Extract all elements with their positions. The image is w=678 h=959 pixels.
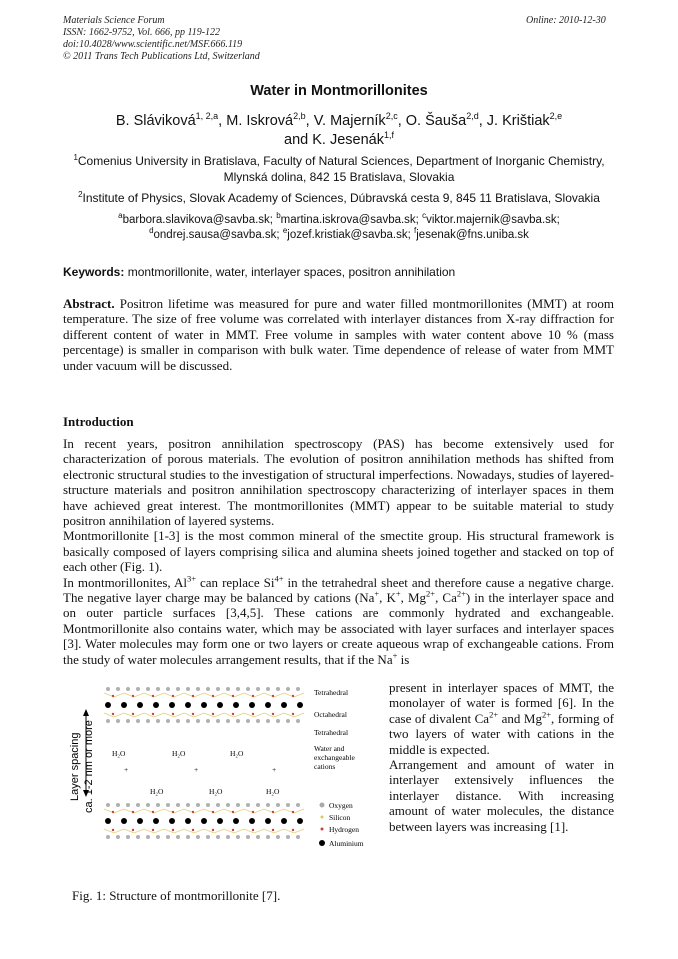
oxygen-atom xyxy=(296,803,300,807)
svg-text:+: + xyxy=(272,765,277,774)
aluminium-atom xyxy=(169,702,175,708)
hydrogen-atom xyxy=(132,829,134,831)
hydrogen-atom xyxy=(152,695,154,697)
oxygen-atom xyxy=(246,835,250,839)
svg-text:+: + xyxy=(194,765,199,774)
oxygen-atom xyxy=(146,803,150,807)
oxygen-atom xyxy=(126,835,130,839)
oxygen-atom xyxy=(196,835,200,839)
oxygen-atom xyxy=(276,719,280,723)
online-date: Online: 2010-12-30 xyxy=(526,15,606,26)
label-tetrahedral: Tetrahedral xyxy=(314,728,349,737)
aluminium-atom xyxy=(137,818,143,824)
aluminium-atom xyxy=(281,818,287,824)
oxygen-atom xyxy=(286,803,290,807)
oxygen-atom xyxy=(186,687,190,691)
abstract xyxy=(63,296,614,373)
oxygen-atom xyxy=(196,719,200,723)
oxygen-atom xyxy=(176,835,180,839)
oxygen-icon xyxy=(320,803,325,808)
email-link[interactable]: martina.iskrova@savba.sk; xyxy=(280,214,419,226)
oxygen-atom xyxy=(146,719,150,723)
oxygen-atom xyxy=(106,719,110,723)
oxygen-atom xyxy=(176,719,180,723)
oxygen-atom xyxy=(236,803,240,807)
hydrogen-atom xyxy=(152,713,154,715)
aluminium-atom xyxy=(153,702,159,708)
mineral-layers xyxy=(104,687,304,839)
paragraph: In recent years, positron annihilation spectroscopy (PAS) has become extensively used for characterization of porous materials. The evolution of positron annihilation methods has shifted from electronic structural studies to the investigation of structural imperfections. Nowadays, studies of layered-structure materials and positron annihilation spectroscopy characterizing of interlayer spaces in them have achieved great interest. The montmorillonites (MMT) appear to be suitable material to study positron annihilation of layered systems. xyxy=(63,436,614,529)
affiliation-2: $^2$Institute of Physics, Slovak Academy of Sciences, Dúbravská cesta 9, 845 11 Bratislava, Slovakia xyxy=(78,190,600,205)
svg-text:H₂O: H₂O xyxy=(230,749,244,758)
oxygen-atom xyxy=(276,803,280,807)
oxygen-atom xyxy=(296,719,300,723)
abstract-label: Abstract. xyxy=(63,296,115,311)
aluminium-atom xyxy=(249,702,255,708)
aluminium-atom xyxy=(249,818,255,824)
copyright: © 2011 Trans Tech Publications Ltd, Switzerland xyxy=(63,51,260,62)
oxygen-atom xyxy=(276,687,280,691)
paragraph: present in interlayer spaces of MMT, the monolayer of water is formed [6]. In the case of divalent $Ca^{2+}$ and $Mg^{2+}$, forming of two layers of water with cations in the middle is expected. xyxy=(389,680,614,757)
hydrogen-atom xyxy=(192,713,194,715)
aluminium-atom xyxy=(169,818,175,824)
hydrogen-atom xyxy=(272,695,274,697)
hydrogen-atom xyxy=(152,811,154,813)
hydrogen-atom xyxy=(192,695,194,697)
hydrogen-icon xyxy=(321,828,324,831)
hydrogen-atom xyxy=(272,713,274,715)
aluminium-atom xyxy=(153,818,159,824)
oxygen-atom xyxy=(156,835,160,839)
oxygen-atom xyxy=(226,719,230,723)
author: K. Jesenák xyxy=(312,132,384,148)
oxygen-atom xyxy=(216,687,220,691)
svg-text:Silicon: Silicon xyxy=(329,813,351,822)
oxygen-atom xyxy=(226,687,230,691)
oxygen-atom xyxy=(166,835,170,839)
aluminium-atom xyxy=(185,818,191,824)
axis-label: Layer spacing xyxy=(69,732,81,801)
hydrogen-atom xyxy=(132,695,134,697)
hydrogen-atom xyxy=(112,829,114,831)
oxygen-atom xyxy=(106,687,110,691)
figure-montmorillonite-structure xyxy=(64,683,376,863)
water-labels xyxy=(112,749,280,796)
author: M. Iskrová xyxy=(226,113,294,129)
oxygen-atom xyxy=(176,803,180,807)
hydrogen-atom xyxy=(252,695,254,697)
hydrogen-atom xyxy=(152,829,154,831)
aluminium-atom xyxy=(137,702,143,708)
oxygen-atom xyxy=(246,687,250,691)
author: O. Šauša xyxy=(405,113,467,129)
oxygen-atom xyxy=(166,687,170,691)
wrapped-text-column xyxy=(389,680,614,834)
aluminium-atom xyxy=(185,702,191,708)
oxygen-atom xyxy=(136,803,140,807)
hydrogen-atom xyxy=(212,811,214,813)
oxygen-atom xyxy=(176,687,180,691)
aluminium-atom xyxy=(265,702,271,708)
oxygen-atom xyxy=(266,835,270,839)
label-water: Water and xyxy=(314,744,345,753)
oxygen-atom xyxy=(106,803,110,807)
keywords-text: montmorillonite, water, interlayer spaces, positron annihilation xyxy=(127,265,456,279)
aluminium-atom xyxy=(121,702,127,708)
svg-text:H₂O: H₂O xyxy=(209,787,223,796)
oxygen-atom xyxy=(256,835,260,839)
oxygen-atom xyxy=(186,803,190,807)
oxygen-atom xyxy=(286,835,290,839)
hydrogen-atom xyxy=(132,811,134,813)
hydrogen-atom xyxy=(292,811,294,813)
hydrogen-atom xyxy=(272,811,274,813)
svg-text:H₂O: H₂O xyxy=(172,749,186,758)
paragraph: In montmorillonites, $Al^{3+}$ can replace $Si^{4+}$ in the tetrahedral sheet and therefore cause a negative charge. The negative layer charge may be balanced by cations (Na+, K+, $Mg^{2+}$, $Ca^{2+}$) in the interlayer space and on outer particle surfaces [3,4,5]. These cations are commonly hydrated and exchangeable. Montmorillonite also contains water, which may be associated with layer surfaces and interlayer spaces [3]. Water molecules may form one or two layers or create aqueous wrap of exchangeable cations. From the study of water molecules arrangement results, that if the Na+ is xyxy=(63,573,614,667)
hydrogen-atom xyxy=(192,811,194,813)
author: V. Majerník xyxy=(313,113,386,129)
oxygen-atom xyxy=(226,803,230,807)
hydrogen-atom xyxy=(212,695,214,697)
hydrogen-atom xyxy=(232,713,234,715)
hydrogen-atom xyxy=(172,695,174,697)
oxygen-atom xyxy=(156,719,160,723)
svg-text:+: + xyxy=(124,765,129,774)
oxygen-atom xyxy=(186,719,190,723)
aluminium-atom xyxy=(105,702,111,708)
hydrogen-atom xyxy=(132,713,134,715)
aluminium-atom xyxy=(281,702,287,708)
aluminium-atom xyxy=(217,702,223,708)
oxygen-atom xyxy=(166,719,170,723)
oxygen-atom xyxy=(236,835,240,839)
hydrogen-atom xyxy=(292,695,294,697)
author: J. Krištiak xyxy=(486,113,550,129)
oxygen-atom xyxy=(146,835,150,839)
hydrogen-atom xyxy=(252,829,254,831)
oxygen-atom xyxy=(156,803,160,807)
oxygen-atom xyxy=(286,719,290,723)
hydrogen-atom xyxy=(172,811,174,813)
journal-name: Materials Science Forum xyxy=(63,15,165,26)
oxygen-atom xyxy=(256,687,260,691)
oxygen-atom xyxy=(106,835,110,839)
hydrogen-atom xyxy=(172,829,174,831)
aluminium-atom xyxy=(105,818,111,824)
email-list: $^a$barbora.slavikova@savba.sk; $^b$martina.iskrova@savba.sk; $^c$viktor.majernik@savba.sk; $^d$ondrej.sausa@savba.sk; $^e$jozef.kristiak@savba.sk; $^f$jesenak@fns.uniba.sk xyxy=(118,211,560,241)
oxygen-atom xyxy=(116,835,120,839)
hydrogen-atom xyxy=(112,811,114,813)
oxygen-atom xyxy=(206,719,210,723)
svg-text:Hydrogen: Hydrogen xyxy=(329,825,359,834)
hydrogen-atom xyxy=(272,829,274,831)
doi: doi:10.4028/www.scientific.net/MSF.666.119 xyxy=(63,39,243,50)
aluminium-atom xyxy=(217,818,223,824)
paragraph: Montmorillonite [1-3] is the most common mineral of the smectite group. His structural framework is basically composed of layers comprising silica and alumina sheets joined together and stacked on top of each other (Fig. 1). xyxy=(63,528,614,575)
keywords-label: Keywords: xyxy=(63,265,125,279)
silicon-icon xyxy=(321,816,324,819)
aluminium-atom xyxy=(233,702,239,708)
oxygen-atom xyxy=(236,687,240,691)
hydrogen-atom xyxy=(112,713,114,715)
svg-text:H₂O: H₂O xyxy=(150,787,164,796)
hydrogen-atom xyxy=(192,829,194,831)
author-list: B. Sláviková$^{1, 2,a}$, M. Iskrová$^{2,b}$, V. Majerník$^{2,c}$, O. Šauša$^{2,d}$, J. Krištiak$^{2,e}$ and K. Jesenák$^{1,f}$ xyxy=(115,111,563,148)
oxygen-atom xyxy=(236,719,240,723)
hydrogen-atom xyxy=(112,695,114,697)
hydrogen-atom xyxy=(252,811,254,813)
hydrogen-atom xyxy=(212,829,214,831)
oxygen-atom xyxy=(166,803,170,807)
oxygen-atom xyxy=(246,803,250,807)
oxygen-atom xyxy=(126,719,130,723)
paragraph: Arrangement and amount of water in interlayer extensively influences the interlayer distance. With increasing amount of water molecules, the distance between layers was increasing [1]. xyxy=(389,757,614,834)
aluminium-atom xyxy=(297,818,303,824)
svg-text:H₂O: H₂O xyxy=(112,749,126,758)
oxygen-atom xyxy=(216,835,220,839)
oxygen-atom xyxy=(206,803,210,807)
email-link[interactable]: ondrej.sausa@savba.sk; xyxy=(153,228,280,241)
aluminium-atom xyxy=(297,702,303,708)
hydrogen-atom xyxy=(252,713,254,715)
oxygen-atom xyxy=(116,719,120,723)
oxygen-atom xyxy=(136,687,140,691)
oxygen-atom xyxy=(256,803,260,807)
oxygen-atom xyxy=(136,719,140,723)
axis-label: ca. 1-2 nm or more xyxy=(83,720,95,813)
hydrogen-atom xyxy=(172,713,174,715)
email-link[interactable]: barbora.slavikova@savba.sk; xyxy=(122,214,273,226)
oxygen-atom xyxy=(126,687,130,691)
label-octahedral: Octahedral xyxy=(314,710,347,719)
author: B. Sláviková xyxy=(115,113,196,129)
oxygen-atom xyxy=(266,803,270,807)
aluminium-atom xyxy=(233,818,239,824)
oxygen-atom xyxy=(116,687,120,691)
hydrogen-atom xyxy=(292,713,294,715)
label-water: cations xyxy=(314,762,336,771)
oxygen-atom xyxy=(296,687,300,691)
email-link[interactable]: jesenak@fns.uniba.sk xyxy=(416,228,529,241)
oxygen-atom xyxy=(156,687,160,691)
svg-text:Aluminium: Aluminium xyxy=(329,839,364,848)
aluminium-atom xyxy=(201,818,207,824)
hydrogen-atom xyxy=(212,713,214,715)
running-header xyxy=(63,15,260,63)
hydrogen-atom xyxy=(232,695,234,697)
svg-text:Oxygen: Oxygen xyxy=(329,801,353,810)
oxygen-atom xyxy=(186,835,190,839)
paper-title: Water in Montmorillonites xyxy=(250,83,428,99)
section-heading: Introduction xyxy=(63,414,134,429)
oxygen-atom xyxy=(276,835,280,839)
introduction-body xyxy=(63,436,614,667)
oxygen-atom xyxy=(266,719,270,723)
svg-text:H₂O: H₂O xyxy=(266,787,280,796)
oxygen-atom xyxy=(116,803,120,807)
email-link[interactable]: jozef.kristiak@savba.sk; xyxy=(287,228,411,241)
figure-legend xyxy=(319,801,364,848)
oxygen-atom xyxy=(196,687,200,691)
hydrogen-atom xyxy=(232,829,234,831)
abstract-text: Positron lifetime was measured for pure and water filled montmorillonites (MMT) at room temperature. The size of free volume was correlated with interlayer distances from X-ray diffraction for different content of water in MMT. Free volume in samples with water content above 10 % (mass percentage) is smaller in comparison with bulk water. Time dependence of release of water from MMT under vacuum will be discussed. xyxy=(63,296,614,373)
oxygen-atom xyxy=(136,835,140,839)
oxygen-atom xyxy=(296,835,300,839)
label-tetrahedral: Tetrahedral xyxy=(314,688,349,697)
oxygen-atom xyxy=(206,835,210,839)
aluminium-atom xyxy=(201,702,207,708)
keywords xyxy=(63,265,623,279)
oxygen-atom xyxy=(226,835,230,839)
oxygen-atom xyxy=(286,687,290,691)
oxygen-atom xyxy=(126,803,130,807)
affiliation-1: $^1$Comenius University in Bratislava, Faculty of Natural Sciences, Department of Inorganic Chemistry, Mlynská dolina, 842 15 Bratislava, Slovakia xyxy=(73,153,605,184)
hydrogen-atom xyxy=(232,811,234,813)
aluminium-atom xyxy=(265,818,271,824)
oxygen-atom xyxy=(196,803,200,807)
aluminium-icon xyxy=(319,840,325,846)
oxygen-atom xyxy=(216,803,220,807)
oxygen-atom xyxy=(256,719,260,723)
oxygen-atom xyxy=(266,687,270,691)
oxygen-atom xyxy=(246,719,250,723)
label-water: exchangeable xyxy=(314,753,355,762)
oxygen-atom xyxy=(146,687,150,691)
oxygen-atom xyxy=(206,687,210,691)
issn: ISSN: 1662-9752, Vol. 666, pp 119-122 xyxy=(63,27,221,38)
oxygen-atom xyxy=(216,719,220,723)
figure-caption: Fig. 1: Structure of montmorillonite [7]. xyxy=(72,888,281,903)
hydrogen-atom xyxy=(292,829,294,831)
aluminium-atom xyxy=(121,818,127,824)
email-link[interactable]: viktor.majernik@savba.sk; xyxy=(426,214,560,226)
